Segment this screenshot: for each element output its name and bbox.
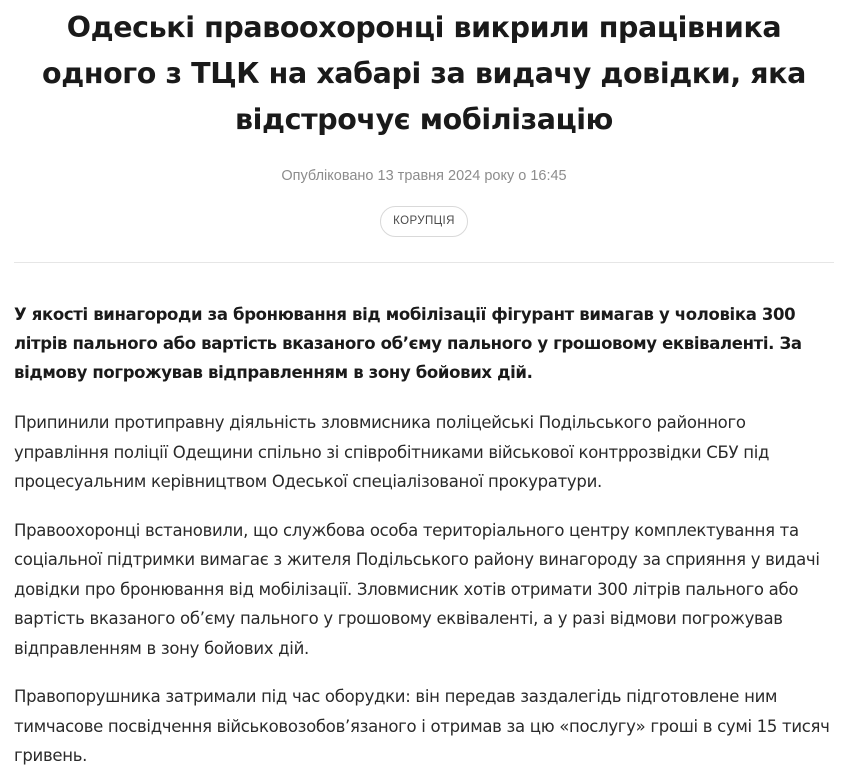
tag-container bbox=[14, 206, 834, 237]
article bbox=[14, 0, 834, 771]
publish-date: Опубліковано 13 травня 2024 року о 16:45 bbox=[281, 168, 567, 184]
article-title: Одеські правоохоронці викрили працівника одного з ТЦК на хабарі за видачу довідки, яка відстрочує мобілізацію bbox=[42, 11, 806, 136]
article-paragraph: Правопорушника затримали під час оборудки: він передав заздалегідь підготовлене ним тимчасове посвідчення військовозобов’язаного і отримав за цю «послугу» гроші в сумі 15 тисяч гривень. bbox=[14, 687, 830, 765]
tag-corruption[interactable]: КОРУПЦІЯ bbox=[380, 206, 468, 237]
article-paragraph: Правоохоронці встановили, що службова особа територіального центру комплектування та соціальної підтримки вимагає з жителя Подільського району винагороду за сприяння у видачі довідки про бронювання від мобілізації. Зловмисник хотів отримати 300 літрів пального або вартість вказаного об’єму пального у грошовому еквіваленті, а у разі відмови погрожував відправленням в зону бойових дій. bbox=[14, 520, 820, 658]
article-paragraph: Припинили протиправну діяльність зловмисника поліцейські Подільського районного управління поліції Одещини спільно зі співробітниками військової контррозвідки СБУ під процесуальним керівництвом Одеської спеціалізованої прокуратури. bbox=[14, 413, 770, 491]
divider bbox=[14, 262, 834, 263]
article-lead: У якості винагороди за бронювання від мобілізації фігурант вимагав у чоловіка 300 літрів пального або вартість вказаного об’єму пального у грошовому еквіваленті. За відмову погрожував відправленням в зону бойових дій. bbox=[14, 305, 802, 382]
